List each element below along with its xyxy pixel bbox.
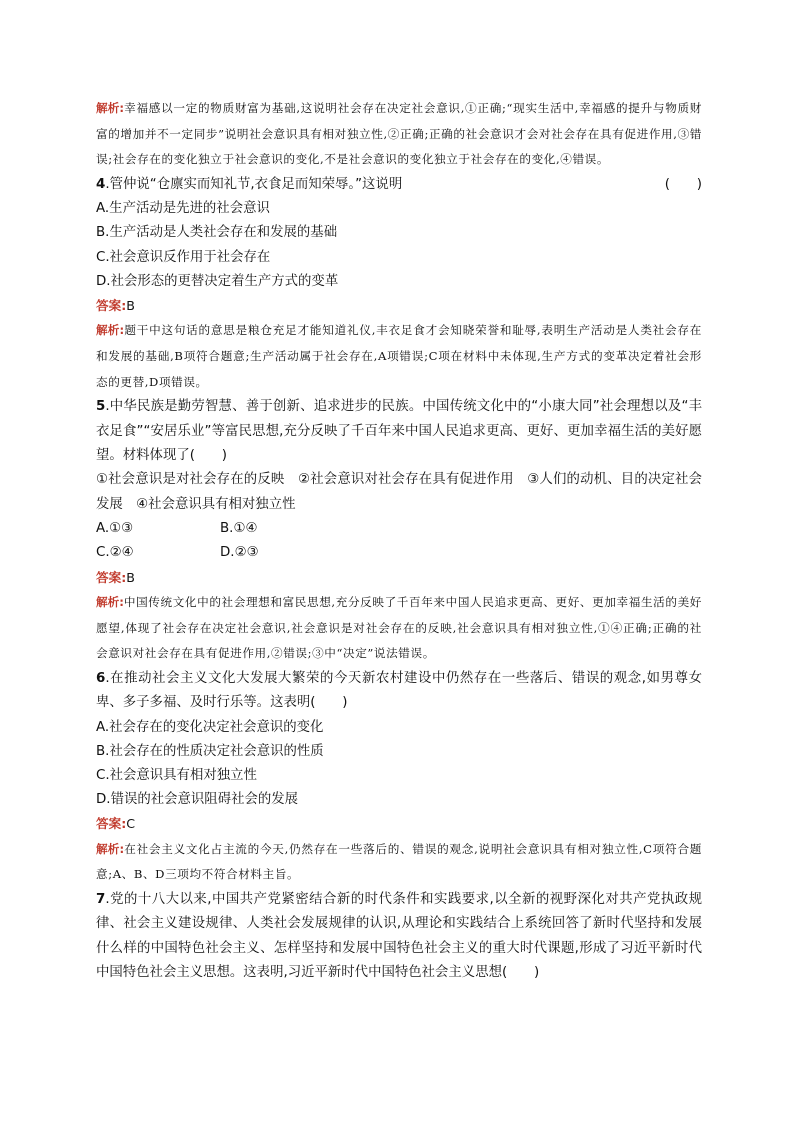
explanation [96, 590, 702, 667]
question-4 [96, 173, 702, 395]
option-c: C.②④ [96, 545, 134, 561]
question-text: .在推动社会主义文化大发展大繁荣的今天新农村建设中仍然存在一些落后、错误的观念,如男尊女卑、多子多福、及时行乐等。这表明( ) [96, 670, 702, 711]
answer-value: B [126, 298, 135, 313]
option-c: C.社会意识反作用于社会存在 [96, 249, 271, 265]
question-text: .党的十八大以来,中国共产党紧密结合新的时代条件和实践要求,以全新的视野深化对共产党执政规律、社会主义建设规律、人类社会发展规律的认识,从理论和实践结合上系统回答了新时代坚持和发展什么样的中国特色社会主义、怎样坚持和发展中国特色社会主义的重大时代课题,形成了习近平新时代中国特色社会主义思想。这表明,习近平新时代中国特色社会主义思想( ) [96, 892, 702, 981]
option-a: A.①③ [96, 521, 134, 537]
explanation-text: 题干中这句话的意思是粮仓充足才能知道礼仪,丰衣足食才会知晓荣誉和耻辱,表明生产活动是人类社会存在和发展的基础,B项符合题意;生产活动属于社会存在,A项错误;C项在材料中未体现,生产方式的变革决定着社会形态的更替,D项错误。 [96, 323, 702, 389]
explanation-label: 解析: [96, 595, 124, 610]
answer-line [96, 566, 702, 590]
question-number: 6 [96, 670, 106, 686]
explanation-label: 解析: [96, 841, 125, 856]
option-d: D.社会形态的更替决定着生产方式的变革 [96, 273, 339, 289]
question-7 [96, 888, 702, 986]
question-stem [96, 888, 702, 986]
question-5 [96, 395, 702, 667]
question-stem [96, 173, 402, 197]
question-6 [96, 667, 702, 888]
explanation-label: 解析: [96, 101, 125, 115]
answer-label: 答案: [96, 569, 127, 585]
answer-line [96, 812, 702, 836]
statement-list: ①社会意识是对社会存在的反映 ②社会意识对社会存在具有促进作用 ③人们的动机、目的决定社会发展 ④社会意识具有相对独立性 [96, 472, 702, 512]
option-a: A.社会存在的变化决定社会意识的变化 [96, 719, 324, 735]
question-number: 7 [96, 892, 106, 908]
explanation-text: 幸福感以一定的物质财富为基础,这说明社会存在决定社会意识,①正确;“现实生活中,幸福感的提升与物质财富的增加并不一定同步”说明社会意识具有相对独立性,②正确;正确的社会意识才会对社会存在具有促进作用,③错误;社会存在的变化独立于社会意识的变化,不是社会意识的变化独立于社会存在的变化,④错误。 [96, 101, 702, 167]
explanation-text: 中国传统文化中的社会理想和富民思想,充分反映了千百年来中国人民追求更高、更好、更加幸福生活的美好愿望,体现了社会存在决定社会意识,社会意识是对社会存在的反映,社会意识具有相对独立性,①④正确;正确的社会意识对社会存在具有促进作用,②错误;③中“决定”说法错误。 [96, 595, 702, 661]
option-b: B.社会存在的性质决定社会意识的性质 [96, 743, 324, 759]
question-text: .中华民族是勤劳智慧、善于创新、追求进步的民族。中国传统文化中的“小康大同”社会理想以及“丰衣足食”“安居乐业”等富民思想,充分反映了千百年来中国人民追求更高、更好、更加幸福生活的美好愿望。材料体现了( ) [96, 399, 702, 463]
question-stem [96, 395, 702, 468]
option-a: A.生产活动是先进的社会意识 [96, 201, 270, 217]
explanation-label: 解析: [96, 323, 125, 338]
question-text: .管仲说“仓廪实而知礼节,衣食足而知荣辱。”这说明 [105, 176, 403, 192]
answer-value: C [126, 816, 136, 832]
explanation [96, 837, 702, 888]
option-b: B.生产活动是人类社会存在和发展的基础 [96, 225, 338, 241]
question-stem [96, 667, 702, 716]
q3-explanation [96, 96, 702, 173]
option-d: D.错误的社会意识阻碍社会的发展 [96, 792, 299, 808]
option-c: C.社会意识具有相对独立性 [96, 768, 257, 784]
exam-page [96, 90, 702, 986]
question-number: 4 [96, 176, 106, 192]
explanation [96, 318, 702, 395]
option-d: D.②③ [220, 545, 259, 561]
option-b: B.①④ [220, 521, 258, 537]
explanation-text: 在社会主义文化占主流的今天,仍然存在一些落后的、错误的观念,说明社会意识具有相对独立性,C项符合题意;A、B、D三项均不符合材料主旨。 [96, 841, 702, 882]
answer-label: 答案: [96, 816, 127, 832]
answer-value: B [126, 569, 135, 585]
question-number: 5 [96, 399, 106, 415]
answer-line [96, 294, 702, 318]
answer-bracket: ( ) [664, 176, 702, 192]
answer-label: 答案: [96, 298, 127, 313]
